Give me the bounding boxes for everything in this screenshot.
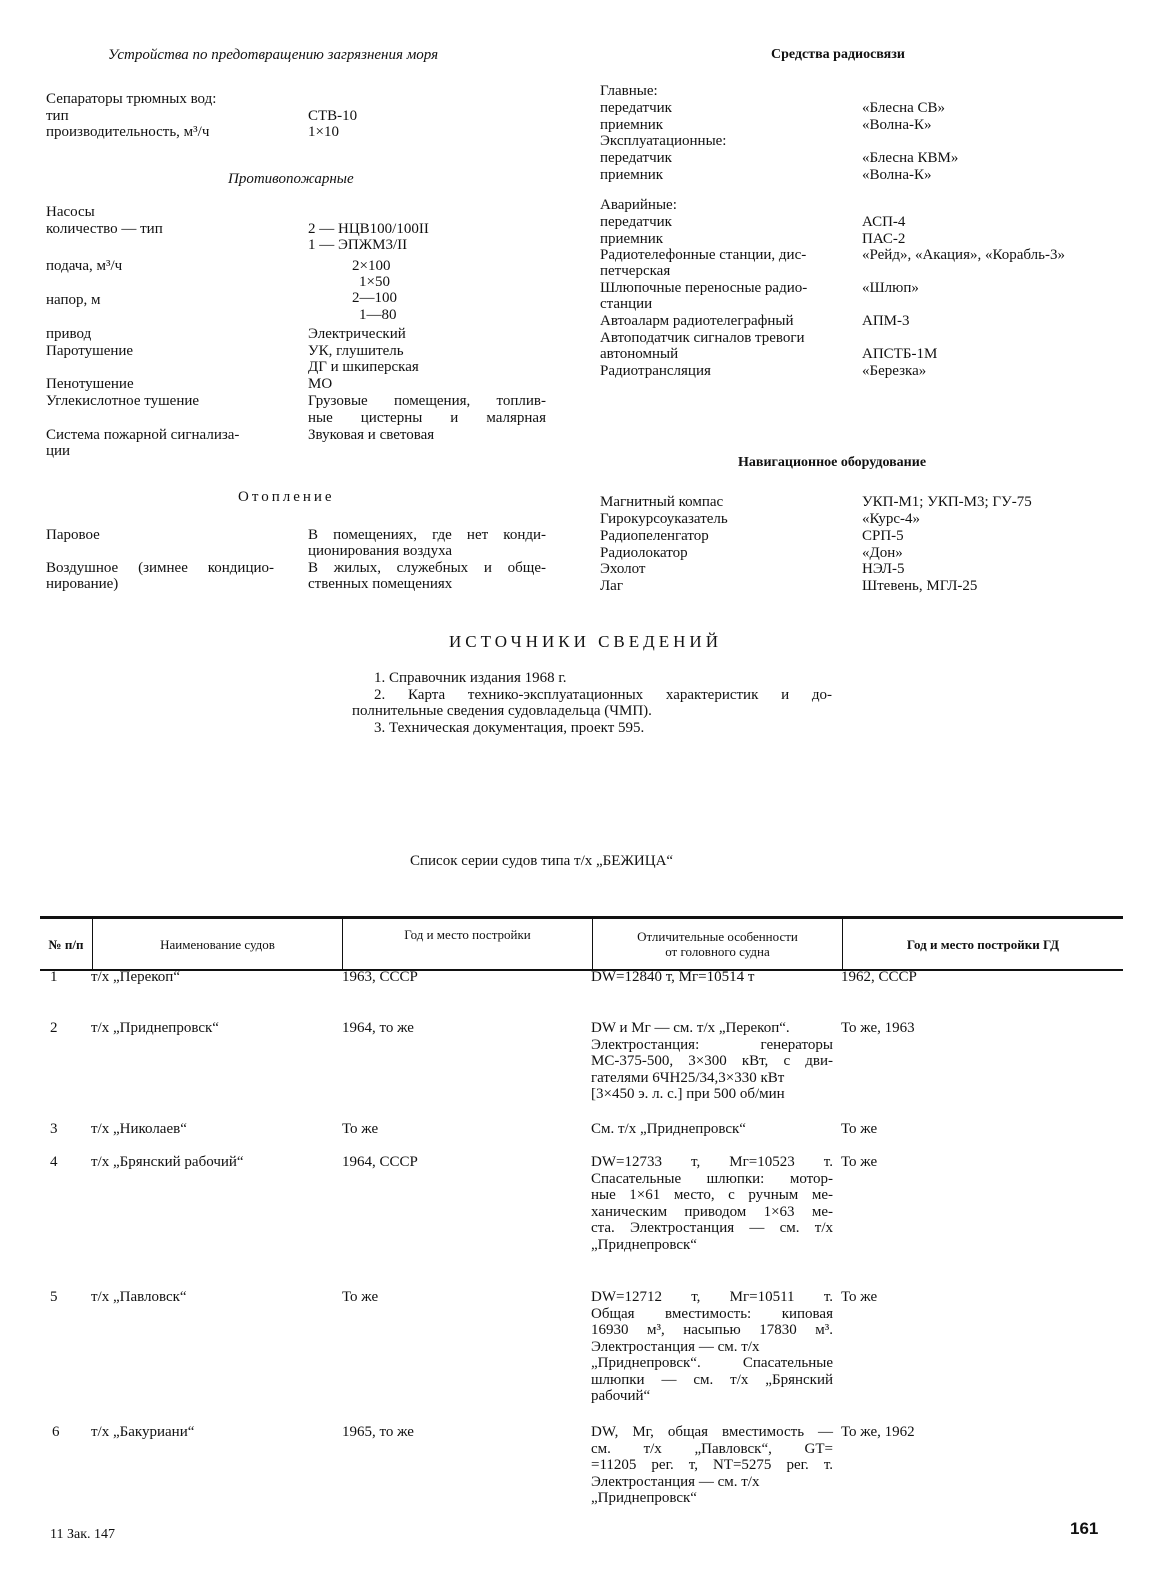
nav-section-title: Навигационное оборудование (738, 455, 927, 470)
nav-item-value: СРП-5 (862, 528, 904, 544)
radio-oper-rx-value: «Волна-К» (862, 167, 932, 183)
source-item: 1. Справочник издания 1968 г. (374, 670, 567, 686)
row-name: т/х „Приднепровск“ (91, 1020, 219, 1036)
feature-line: DW=12840 т, Mг=10514 т (591, 969, 755, 985)
steam-heat-value-1: В помещениях, где нет конди- (308, 527, 546, 543)
co2-value-2: ные цистерны и малярная (308, 410, 546, 426)
nav-group (600, 494, 1120, 604)
radio-oper-rx-label: приемник (600, 167, 664, 183)
pumps-drive-value: Электрический (308, 326, 406, 342)
sep-type-value: СТВ-10 (308, 107, 358, 124)
source-item: 3. Техническая документация, проект 595. (374, 719, 645, 736)
pumps-qty-value-1: 2 — НЦВ100/100II (308, 221, 429, 237)
pumps-qty-label: количество — тип (46, 221, 163, 237)
autoalarm-value: АПМ-3 (862, 313, 910, 329)
feature-line: DW, Mг, общая вместимость — (591, 1424, 833, 1440)
rt-station-value: «Рейд», «Акация», «Корабль-3» (862, 247, 1065, 263)
pumps-flow-label: подача, м³/ч (46, 258, 123, 274)
page-number: 161 (1070, 1519, 1099, 1538)
sep-capacity-label: производительность, м³/ч (46, 124, 210, 140)
radio-emerg-tx-label: передатчик (600, 214, 672, 230)
nav-item-value: НЭЛ-5 (862, 561, 905, 577)
feature-line: DW=12712 т, Mг=10511 т. (591, 1289, 833, 1305)
source-item: 2. Карта технико-эксплуатационных характеристик и до- (374, 686, 832, 703)
steam-extinguish-value-1: УК, глушитель (308, 343, 404, 359)
nav-item-label: Радиопеленгатор (600, 528, 709, 544)
pumps-head-label: напор, м (46, 292, 101, 308)
boat-radio-label-2: станции (600, 296, 653, 312)
row-name: т/х „Перекоп“ (91, 969, 180, 985)
row-name: т/х „Павловск“ (91, 1289, 187, 1305)
row-num: 2 (50, 1020, 58, 1036)
sep-capacity-value: 1×10 (308, 124, 339, 140)
row-num: 1 (50, 969, 58, 985)
feature-line: См. т/х „Приднепровск“ (591, 1121, 746, 1137)
pumps-head-value-1: 2—100 (352, 290, 397, 306)
header-features-line: от головного судна (665, 944, 770, 959)
boat-radio-value: «Шлюп» (862, 280, 919, 296)
feature-line: см. т/х „Павловск“, GT= (591, 1440, 833, 1457)
feature-line: ханическим приводом 1×63 ме- (591, 1203, 833, 1220)
row-num: 4 (50, 1154, 58, 1170)
steam-extinguish-value-2: ДГ и шкиперская (308, 359, 419, 375)
steam-heat-value-2: ционирования воздуха (308, 543, 453, 559)
broadcast-value: «Березка» (862, 363, 927, 379)
sources-title: ИСТОЧНИКИ СВЕДЕНИЙ (449, 632, 722, 651)
feature-line: Электростанция: генераторы (591, 1036, 833, 1053)
nav-item-label: Магнитный компас (600, 494, 724, 510)
row-num: 3 (50, 1121, 58, 1137)
row-num: 6 (52, 1424, 60, 1440)
feature-line: Электростанция — см. т/х (591, 1473, 760, 1490)
radio-section-title: Средства радиосвязи (771, 47, 905, 62)
sources-list (352, 670, 832, 736)
autosender-value: АПСТБ-1М (862, 346, 938, 362)
row-built: 1964, то же (342, 1020, 414, 1036)
alarm-label-2: ции (46, 443, 71, 459)
nav-item-value: Штевень, МГЛ-25 (862, 578, 978, 594)
row-engine: То же (841, 1121, 878, 1137)
row-engine: То же, 1963 (841, 1020, 915, 1036)
air-heat-label-1: Воздушное (зимнее кондицио- (46, 560, 274, 576)
pumps-flow-value-2: 1×50 (359, 274, 390, 290)
header-features (593, 919, 843, 969)
fire-section-title: Противопожарные (228, 171, 354, 187)
heating-group (46, 527, 556, 597)
row-built: 1963, СССР (342, 969, 418, 985)
pumps-head-value-2: 1—80 (359, 307, 397, 323)
header-built: Год и место постройки (343, 919, 593, 969)
row-features (591, 1121, 833, 1138)
nav-item-label: Радиолокатор (600, 545, 688, 561)
nav-item-label: Эхолот (600, 561, 646, 577)
feature-line: гателями 6ЧН25/34,3×330 кВт (591, 1069, 785, 1086)
row-name: т/х „Брянский рабочий“ (91, 1154, 244, 1170)
co2-label: Углекислотное тушение (46, 393, 200, 409)
nav-item-label: Гирокурсоуказатель (600, 511, 728, 527)
broadcast-label: Радиотрансляция (600, 363, 711, 379)
table-header (40, 919, 1123, 971)
radio-main-tx-label: передатчик (600, 100, 672, 116)
autosender-label-1: Автоподатчик сигналов тревоги (600, 330, 805, 346)
feature-line: DW и Mг — см. т/х „Перекоп“. (591, 1020, 790, 1036)
row-features (591, 1289, 833, 1405)
fire-group (46, 204, 556, 464)
row-features (591, 969, 833, 986)
table-caption: Список серии судов типа т/х „БЕЖИЦА“ (410, 853, 674, 869)
row-num: 5 (50, 1289, 58, 1305)
radio-main-rx-label: приемник (600, 117, 664, 133)
header-features-line: Отличительные особенности (637, 929, 798, 944)
foam-value: МО (308, 376, 333, 392)
feature-line: 16930 м³, насыпью 17830 м³. (591, 1322, 833, 1338)
row-built: То же (342, 1289, 379, 1305)
radio-oper-label: Эксплуатационные: (600, 133, 727, 149)
feature-line: DW=12733 т, Mг=10523 т. (591, 1154, 833, 1170)
heating-section-title: Отопление (238, 489, 335, 505)
pumps-label: Насосы (46, 204, 95, 220)
steam-heat-label: Паровое (46, 527, 100, 543)
air-heat-value-1: В жилых, служебных и обще- (308, 560, 546, 576)
feature-line: [3×450 э. л. с.] при 500 об/мин (591, 1086, 785, 1102)
separators-label: Сепараторы трюмных вод: (46, 91, 217, 107)
radio-main-tx-value: «Блесна СВ» (862, 100, 946, 116)
radio-main-rx-value: «Волна-К» (862, 117, 932, 133)
header-name: Наименование судов (93, 919, 343, 969)
boat-radio-label-1: Шлюпочные переносные радио- (600, 280, 808, 296)
source-item: полнительные сведения судовладельца (ЧМП). (352, 703, 652, 719)
nav-item-value: «Курс-4» (862, 511, 921, 527)
pumps-flow-value-1: 2×100 (352, 258, 391, 274)
row-built: 1965, то же (342, 1424, 414, 1440)
rt-station-label-2: петчерская (600, 263, 671, 279)
row-built: 1964, СССР (342, 1154, 418, 1170)
row-features (591, 1020, 833, 1103)
nav-item-value: «Дон» (862, 545, 903, 561)
feature-line: Общая вместимость: киповая (591, 1305, 833, 1322)
row-engine: То же (841, 1289, 878, 1305)
radio-emerg-rx-label: приемник (600, 231, 664, 247)
feature-line: „Приднепровск“ (591, 1236, 697, 1253)
header-engine: Год и место постройки ГД (906, 936, 1060, 952)
row-built: То же (342, 1121, 379, 1137)
co2-value-1: Грузовые помещения, топлив- (308, 393, 546, 409)
nav-item-value: УКП-М1; УКП-М3; ГУ-75 (862, 494, 1032, 510)
alarm-label-1: Система пожарной сигнализа- (46, 427, 240, 443)
radio-main-label: Главные: (600, 83, 658, 99)
row-features (591, 1154, 833, 1253)
rt-station-label-1: Радиотелефонные станции, дис- (600, 247, 807, 263)
air-heat-label-2: нирование) (46, 576, 119, 592)
foam-label: Пенотушение (46, 376, 134, 392)
row-name: т/х „Бакуриани“ (91, 1424, 195, 1440)
feature-line: =11205 рег. т, NT=5275 рег. т. (591, 1457, 833, 1473)
radio-emerg-rx-value: ПАС-2 (862, 231, 906, 247)
radio-group (600, 83, 1120, 383)
feature-line: шлюпки — см. т/х „Брянский (591, 1371, 833, 1388)
footer-order: 11 Зак. 147 (50, 1527, 116, 1542)
header-num: № п/п (40, 919, 93, 969)
feature-line: Электростанция — см. т/х (591, 1338, 760, 1355)
row-features (591, 1424, 833, 1507)
alarm-value: Звуковая и световая (308, 427, 435, 443)
feature-line: „Приднепровск“ (591, 1490, 697, 1506)
steam-extinguish-label: Паротушение (46, 343, 134, 359)
row-engine: 1962, СССР (841, 969, 917, 985)
feature-line: ста. Электростанция — см. т/х (591, 1220, 833, 1236)
pumps-qty-value-2: 1 — ЭПЖМ3/II (308, 237, 408, 253)
air-heat-value-2: ственных помещениях (308, 576, 453, 592)
feature-line: „Приднепровск“. Спасательные (591, 1355, 833, 1371)
row-engine: То же, 1962 (841, 1424, 915, 1440)
radio-emerg-tx-value: АСП-4 (862, 214, 906, 230)
feature-line: Спасательные шлюпки: мотор- (591, 1170, 833, 1187)
radio-oper-tx-label: передатчик (600, 150, 672, 166)
feature-line: рабочий“ (591, 1388, 651, 1404)
feature-line: ные 1×61 место, с ручным ме- (591, 1187, 833, 1203)
row-engine: То же (841, 1154, 878, 1170)
sep-type-label: тип (46, 107, 69, 124)
autosender-label-2: автономный (600, 346, 679, 362)
nav-item-label: Лаг (600, 578, 623, 594)
autoalarm-label: Автоаларм радиотелеграфный (600, 313, 794, 329)
separators-group (46, 91, 566, 141)
pumps-drive-label: привод (46, 326, 92, 342)
feature-line: МС-375-500, 3×300 кВт, с дви- (591, 1053, 833, 1069)
row-name: т/х „Николаев“ (91, 1121, 187, 1137)
marine-section-title: Устройства по предотвращению загрязнения моря (108, 47, 439, 63)
radio-emerg-label: Аварийные: (600, 197, 677, 213)
radio-oper-tx-value: «Блесна КВМ» (862, 150, 959, 166)
